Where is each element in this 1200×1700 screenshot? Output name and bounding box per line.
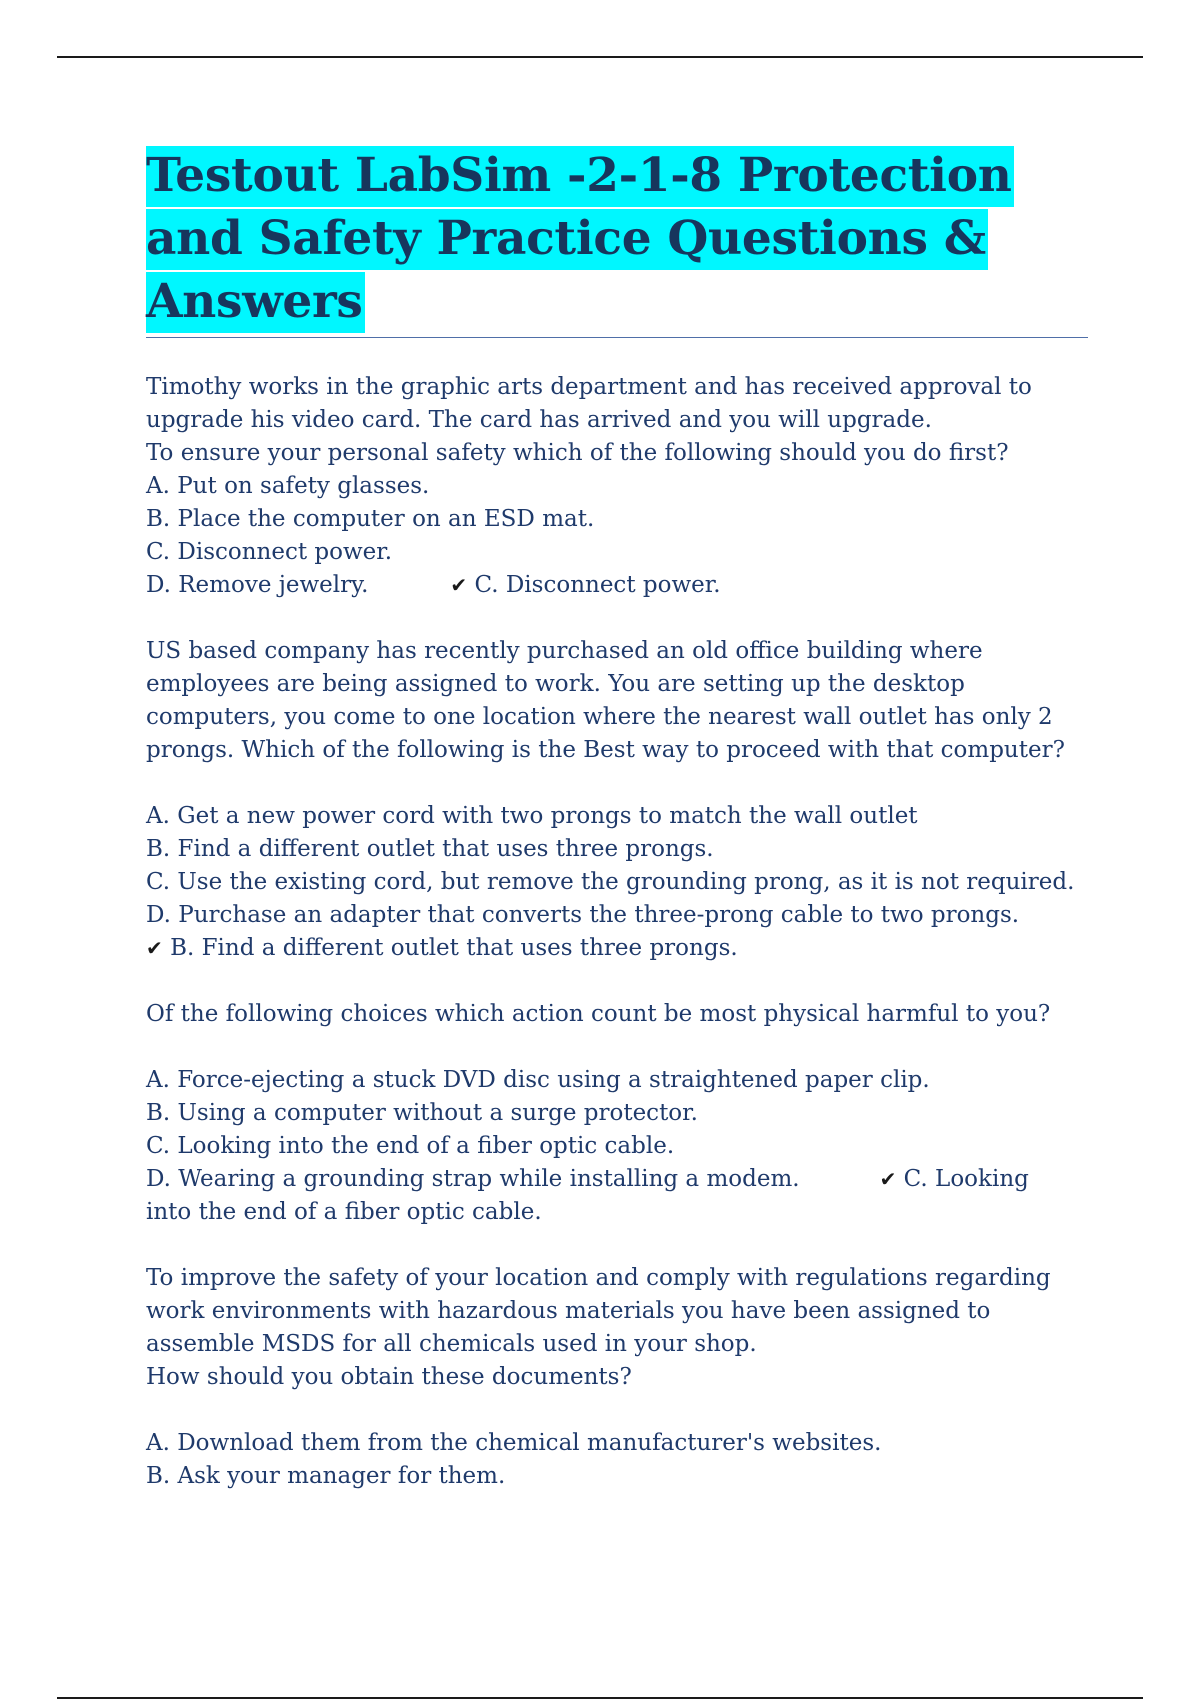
correct-answer: B. Find a different outlet that uses three prongs. <box>170 935 738 961</box>
question-1 <box>146 371 1088 602</box>
page-title <box>146 144 1088 333</box>
checkmark-icon: ✔ <box>879 1167 897 1191</box>
question-stem-line: US based company has recently purchased an old office building where <box>146 638 983 664</box>
answer-option: A. Download them from the chemical manufacturer's websites. <box>146 1430 882 1456</box>
option-answer-line <box>146 1163 1088 1196</box>
answer-option: B. Ask your manager for them. <box>146 1463 506 1489</box>
option-answer-line <box>146 569 1088 602</box>
question-stem-line: assemble MSDS for all chemicals used in your shop. <box>146 1331 757 1357</box>
paragraph-gap <box>146 1394 1088 1427</box>
question-stem-line: How should you obtain these documents? <box>146 1364 632 1390</box>
paragraph-gap <box>146 1031 1088 1064</box>
answer-option: B. Find a different outlet that uses three prongs. <box>146 836 714 862</box>
answer-option: D. Remove jewelry. <box>146 572 369 598</box>
question-stem-line: Timothy works in the graphic arts department and has received approval to <box>146 374 1032 400</box>
document-body <box>146 144 1088 1493</box>
question-stem-line: computers, you come to one location where the nearest wall outlet has only 2 <box>146 704 1053 730</box>
question-stem-line: prongs. Which of the following is the Best way to proceed with that computer? <box>146 737 1065 763</box>
correct-answer-line <box>146 932 1088 965</box>
question-4 <box>146 1262 1088 1493</box>
answer-option: C. Disconnect power. <box>146 539 393 565</box>
answer-option: C. Use the existing cord, but remove the grounding prong, as it is not required. <box>146 869 1075 895</box>
checkmark-icon: ✔ <box>146 936 163 960</box>
top-rule <box>57 56 1143 58</box>
bottom-rule <box>57 1697 1143 1699</box>
question-stem-line: To improve the safety of your location and comply with regulations regarding <box>146 1265 1051 1291</box>
answer-option: B. Place the computer on an ESD mat. <box>146 506 595 532</box>
answer-option: A. Force-ejecting a stuck DVD disc using a straightened paper clip. <box>146 1067 930 1093</box>
paragraph-gap <box>146 767 1088 800</box>
question-stem-line: upgrade his video card. The card has arrived and you will upgrade. <box>146 407 932 433</box>
title-underline <box>146 337 1088 338</box>
question-stem-line: Of the following choices which action count be most physical harmful to you? <box>146 1001 1051 1027</box>
correct-answer: C. Looking <box>903 1166 1029 1192</box>
question-stem-line: employees are being assigned to work. You are setting up the desktop <box>146 671 965 697</box>
title-highlight: Testout LabSim -2-1-8 Protection and Safety Practice Questions & Answers <box>146 146 1014 333</box>
question-stem-line: To ensure your personal safety which of the following should you do first? <box>146 440 1009 466</box>
question-2 <box>146 635 1088 965</box>
answer-option: A. Get a new power cord with two prongs to match the wall outlet <box>146 803 918 829</box>
correct-answer: C. Disconnect power. <box>474 572 721 598</box>
answer-option: A. Put on safety glasses. <box>146 473 430 499</box>
answer-option: D. Wearing a grounding strap while installing a modem. <box>146 1166 800 1192</box>
answer-option: D. Purchase an adapter that converts the three-prong cable to two prongs. <box>146 902 1020 928</box>
answer-option: C. Looking into the end of a fiber optic cable. <box>146 1133 675 1159</box>
correct-answer-continuation: into the end of a fiber optic cable. <box>146 1199 542 1225</box>
answer-option: B. Using a computer without a surge protector. <box>146 1100 698 1126</box>
checkmark-icon: ✔ <box>450 573 468 597</box>
question-3 <box>146 998 1088 1229</box>
question-stem-line: work environments with hazardous materials you have been assigned to <box>146 1298 991 1324</box>
